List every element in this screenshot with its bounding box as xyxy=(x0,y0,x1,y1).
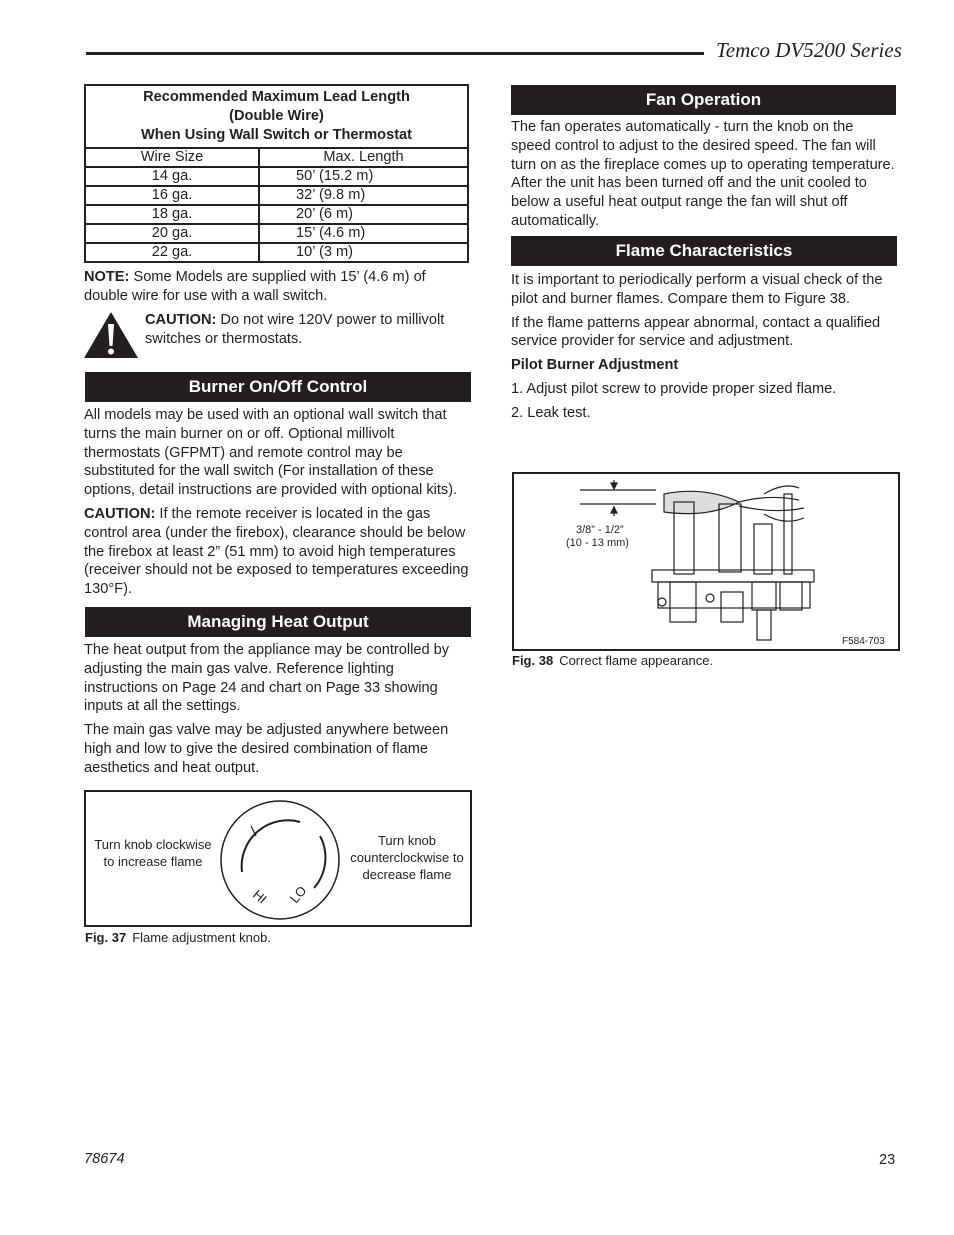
flame-section-heading: Flame Characteristics xyxy=(511,236,897,266)
table-title xyxy=(85,85,468,148)
figure-number: Fig. 38 xyxy=(512,653,554,668)
lo-label: LO xyxy=(286,883,310,906)
lead-length-table xyxy=(84,84,469,263)
table-cell: 14 ga. xyxy=(85,167,259,186)
column-header: Max. Length xyxy=(259,148,468,167)
figure-number: Fig. 37 xyxy=(85,930,127,945)
heat-paragraph: The main gas valve may be adjusted anywhere between high and low to give the desired combination of flame aesthetics and heat output. xyxy=(84,722,449,776)
flame-knob-dial-icon xyxy=(216,796,346,924)
pilot-burner-diagram xyxy=(514,474,898,649)
figure-code: F584-703 xyxy=(842,636,885,647)
caution-wiring xyxy=(145,311,470,354)
fan-section-body xyxy=(511,118,896,236)
flame-paragraph: If the flame patterns appear abnormal, contact a qualified service provider for service and adjustment. xyxy=(511,314,881,350)
warning-triangle-icon xyxy=(82,310,140,360)
table-cell: 20 ga. xyxy=(85,224,259,243)
caution-label: CAUTION: xyxy=(145,312,217,328)
figure-38-caption xyxy=(512,653,713,668)
column-header: Wire Size xyxy=(85,148,259,167)
caution-label: CAUTION: xyxy=(84,505,156,522)
note-text: Some Models are supplied with 15’ (4.6 m) of double wire for use with a wall switch. xyxy=(84,269,426,304)
figure-38-pilot xyxy=(512,472,900,651)
table-cell: 20’ (6 m) xyxy=(259,205,468,224)
table-title-line: Recommended Maximum Lead Length xyxy=(143,89,410,105)
heat-section-body xyxy=(84,641,470,783)
table-title-line: (Double Wire) xyxy=(229,108,324,124)
lead-length-table-wrap xyxy=(84,84,469,263)
hi-label: HI xyxy=(250,886,270,907)
list-item: 2. Leak test. xyxy=(511,404,591,421)
table-cell: 18 ga. xyxy=(85,205,259,224)
table-cell: 16 ga. xyxy=(85,186,259,205)
dimension-label-metric: (10 - 13 mm) xyxy=(566,537,629,549)
caution-text: Do not wire 120V power to millivolt switches or thermostats. xyxy=(145,312,445,347)
table-row xyxy=(85,224,468,243)
table-cell: 15’ (4.6 m) xyxy=(259,224,468,243)
counterclockwise-label: Turn knob counterclockwise to decrease flame xyxy=(350,833,464,882)
document-number: 78674 xyxy=(84,1151,125,1167)
list-item: 1. Adjust pilot screw to provide proper sized flame. xyxy=(511,380,837,397)
table-cell: 32’ (9.8 m) xyxy=(259,186,468,205)
header-rule xyxy=(86,52,704,55)
burner-paragraph: All models may be used with an optional wall switch that turns the main burner on or off. Optional millivolt thermostats (GFPMT) and remote control may be substituted for the wall switch (For installation of these options, detail instructions are provided with optional kits). xyxy=(84,407,458,499)
burner-section-body xyxy=(84,406,470,604)
table-row xyxy=(85,167,468,186)
clockwise-label: Turn knob clockwise to increase flame xyxy=(94,837,212,869)
fan-section-heading: Fan Operation xyxy=(511,85,896,115)
table-cell: 50’ (15.2 m) xyxy=(259,167,468,186)
fan-paragraph: The fan operates automatically - turn the knob on the speed control to adjust to the desired speed. The fan will turn on as the fireplace comes up to operating temperature. After the unit has been turned off and the unit cooled to below a useful heat output range the fan will shut off automatically. xyxy=(511,119,895,229)
table-cell: 10’ (3 m) xyxy=(259,243,468,262)
figure-caption-text: Correct flame appearance. xyxy=(559,653,714,668)
table-row xyxy=(85,205,468,224)
table-row xyxy=(85,186,468,205)
table-row xyxy=(85,243,468,262)
flame-section-body xyxy=(511,271,896,428)
heat-section-heading: Managing Heat Output xyxy=(85,607,471,637)
table-cell: 22 ga. xyxy=(85,243,259,262)
note-label: NOTE: xyxy=(84,269,130,285)
note-paragraph xyxy=(84,268,468,311)
page-number: 23 xyxy=(879,1152,896,1168)
figure-37-knob xyxy=(84,790,472,927)
burner-section-heading: Burner On/Off Control xyxy=(85,372,471,402)
dimension-label: 3/8” - 1/2” xyxy=(576,524,624,536)
caution-text: If the remote receiver is located in the gas control area (under the firebox), clearance should be below the firebox at least 2” (51 mm) to avoid high temperatures (receiver should not be exposed to temperatures exceeding 130°F). xyxy=(84,505,469,598)
figure-caption-text: Flame adjustment knob. xyxy=(132,930,271,945)
flame-paragraph: It is important to periodically perform a visual check of the pilot and burner flames. Compare them to Figure 38. xyxy=(511,272,883,307)
figure-37-caption xyxy=(85,930,271,945)
pilot-adjustment-subheading: Pilot Burner Adjustment xyxy=(511,357,679,374)
table-title-line: When Using Wall Switch or Thermostat xyxy=(140,127,413,143)
heat-paragraph: The heat output from the appliance may be controlled by adjusting the main gas valve. Reference lighting instructions on Page 24 and chart on Page 33 showing inputs at all the settings. xyxy=(84,642,450,715)
page-header-title: Temco DV5200 Series xyxy=(716,38,902,62)
